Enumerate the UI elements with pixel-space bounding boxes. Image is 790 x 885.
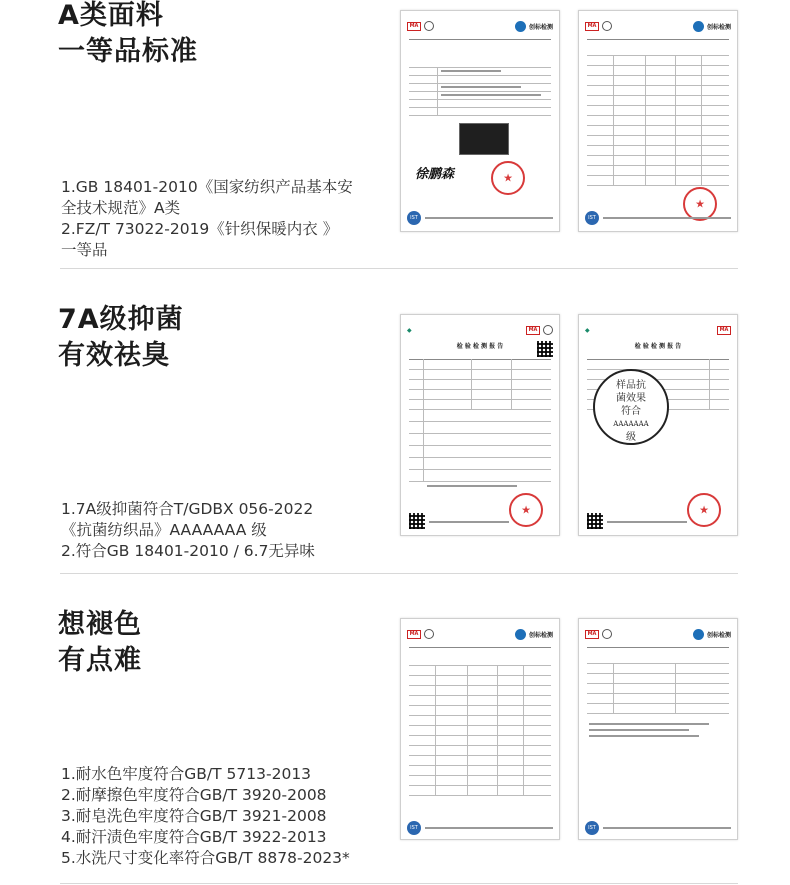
footer-logo-icon: IST: [407, 821, 421, 835]
callout-line: AAAAAAA: [613, 420, 649, 428]
section-description: [61, 764, 391, 869]
section-description: [61, 499, 391, 562]
report-title: 检 验 检 测 报 告: [456, 343, 504, 350]
test-report-image: [578, 10, 738, 232]
lab-logo-icon: ◆: [407, 326, 412, 334]
report-header: [585, 321, 731, 339]
lab-brand: 创标检测: [528, 631, 553, 639]
test-report-image: [578, 314, 738, 536]
desc-line: 1.GB 18401-2010《国家纺织产品基本安: [61, 178, 353, 196]
callout-line: 符合: [621, 406, 641, 417]
section-divider: [60, 268, 738, 269]
signature-image: 徐鹏森: [415, 167, 455, 182]
cnas-logo-icon: [424, 629, 434, 639]
official-stamp: ★: [509, 493, 543, 527]
cnas-logo-icon: [602, 21, 612, 31]
title-line: 一等品标准: [58, 36, 198, 67]
desc-line: 2.符合GB 18401-2010 / 6.7无异味: [61, 542, 315, 560]
footer-logo-icon: IST: [585, 821, 599, 835]
callout-line: 菌效果: [616, 393, 646, 404]
cma-logo-icon: MA: [585, 630, 599, 639]
footer-logo-icon: IST: [585, 211, 599, 225]
report-header: [585, 17, 731, 35]
official-stamp: ★: [491, 161, 525, 195]
cma-logo-icon: MA: [407, 630, 421, 639]
report-header: [585, 625, 731, 643]
title-line: 有效祛臭: [58, 340, 170, 371]
official-stamp: ★: [687, 493, 721, 527]
title-line: 有点难: [58, 645, 142, 676]
test-report-image: [400, 618, 560, 840]
report-header: [407, 625, 553, 643]
desc-line: 1.7A级抑菌符合T/GDBX 056-2022: [61, 500, 314, 518]
section-colorfastness: [0, 575, 790, 885]
cnas-logo-icon: [424, 21, 434, 31]
lab-logo-icon: [693, 21, 704, 32]
desc-line: 5.水洗尺寸变化率符合GB/T 8878-2023*: [61, 849, 350, 867]
cnas-logo-icon: [602, 629, 612, 639]
test-report-image: [578, 618, 738, 840]
cma-logo-icon: MA: [526, 326, 540, 335]
official-stamp: ★: [683, 187, 717, 221]
desc-line: 一等品: [61, 241, 108, 259]
section-class-a-fabric: [0, 0, 790, 270]
footer-logo-icon: IST: [407, 211, 421, 225]
lab-brand: 创标检测: [706, 631, 731, 639]
section-title: [58, 302, 184, 374]
section-divider: [60, 883, 738, 884]
lab-logo-icon: [515, 629, 526, 640]
section-title: [58, 607, 142, 679]
desc-line: 2.耐摩擦色牢度符合GB/T 3920-2008: [61, 786, 327, 804]
section-title: [58, 0, 198, 70]
qr-code-image: [409, 513, 425, 529]
lab-logo-icon: [515, 21, 526, 32]
lab-brand: 创标检测: [528, 23, 553, 31]
cnas-logo-icon: [543, 325, 553, 335]
cma-logo-icon: MA: [585, 22, 599, 31]
callout-text: [595, 379, 667, 444]
lab-logo-icon: [693, 629, 704, 640]
qr-code-image: [537, 341, 553, 357]
desc-line: 《抗菌纺织品》AAAAAAA 级: [61, 521, 267, 539]
desc-line: 4.耐汗渍色牢度符合GB/T 3922-2013: [61, 828, 327, 846]
magnified-result-callout: [593, 369, 669, 445]
report-header: [407, 17, 553, 35]
desc-line: 全技术规范》A类: [61, 199, 181, 217]
report-title: 检 验 检 测 报 告: [634, 343, 682, 350]
lab-brand: 创标检测: [706, 23, 731, 31]
callout-line: 样品抗: [616, 380, 646, 391]
desc-line: 2.FZ/T 73022-2019《针织保暖内衣 》: [61, 220, 339, 238]
cma-logo-icon: MA: [407, 22, 421, 31]
title-line: A类面料: [58, 0, 164, 31]
cma-logo-icon: MA: [717, 326, 731, 335]
section-divider: [60, 573, 738, 574]
title-line: 7A级抑菌: [58, 304, 184, 335]
desc-line: 1.耐水色牢度符合GB/T 5713-2013: [61, 765, 312, 783]
fabric-sample-image: [459, 123, 509, 155]
test-report-image: [400, 10, 560, 232]
report-header: [407, 321, 553, 339]
section-description: [61, 177, 391, 261]
section-antibacterial: [0, 270, 790, 575]
callout-line: 级: [626, 432, 636, 443]
qr-code-image: [587, 513, 603, 529]
title-line: 想褪色: [58, 609, 142, 640]
test-report-image: [400, 314, 560, 536]
lab-logo-icon: ◆: [585, 326, 590, 334]
desc-line: 3.耐皂洗色牢度符合GB/T 3921-2008: [61, 807, 327, 825]
